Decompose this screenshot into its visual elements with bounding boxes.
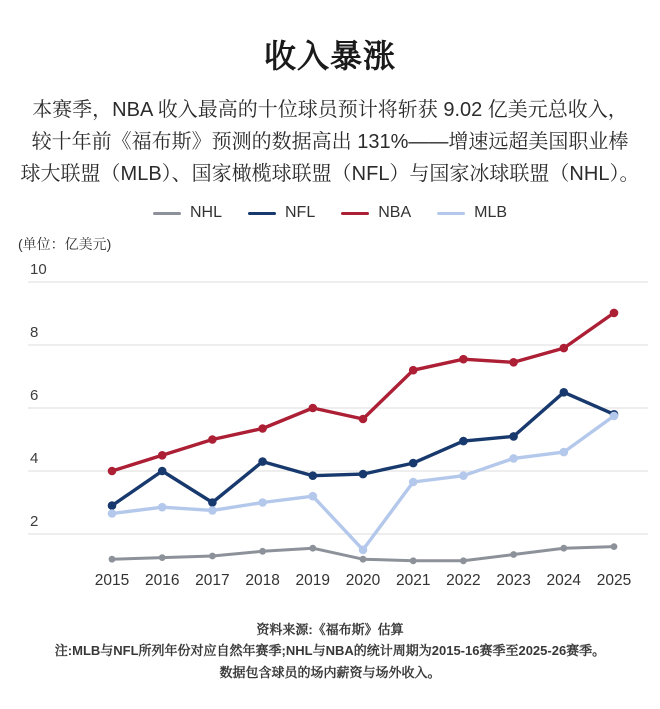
footnote-line-1: 注:MLB与NFL所列年份对应自然年赛季;NHL与NBA的统计周期为2015-16赛季至2025-26赛季。 <box>54 643 606 658</box>
x-tick-2022: 2022 <box>446 572 481 589</box>
line-series-nba <box>112 313 614 471</box>
legend-item-nhl <box>153 204 222 222</box>
x-tick-2023: 2023 <box>496 572 531 589</box>
point-nfl-2015 <box>108 501 117 510</box>
point-mlb-2023 <box>509 454 518 463</box>
point-nba-2025 <box>610 309 619 318</box>
point-mlb-2018 <box>258 498 267 507</box>
x-tick-2025: 2025 <box>596 572 632 589</box>
point-nhl-2025 <box>611 543 618 550</box>
point-mlb-2021 <box>409 478 418 487</box>
point-nba-2018 <box>258 424 267 433</box>
point-nfl-2024 <box>560 388 569 397</box>
point-nba-2022 <box>459 355 468 364</box>
legend-item-nba <box>341 204 411 222</box>
y-tick-2: 2 <box>30 513 39 530</box>
point-nba-2017 <box>208 435 217 444</box>
x-tick-2018: 2018 <box>245 572 280 589</box>
point-nfl-2018 <box>258 457 267 466</box>
point-nhl-2015 <box>109 556 116 563</box>
legend-label-nhl: NHL <box>189 204 222 221</box>
point-nba-2016 <box>158 451 167 460</box>
point-nba-2021 <box>409 366 418 375</box>
x-tick-2020: 2020 <box>345 572 381 589</box>
point-nhl-2023 <box>510 551 517 558</box>
point-nhl-2016 <box>159 554 166 561</box>
legend-swatch-mlb <box>437 212 465 215</box>
point-nba-2023 <box>509 358 518 367</box>
point-mlb-2017 <box>208 506 217 515</box>
point-nhl-2022 <box>460 557 467 564</box>
y-tick-10: 10 <box>30 261 47 278</box>
point-mlb-2024 <box>560 448 569 457</box>
footer <box>0 620 660 684</box>
x-tick-2016: 2016 <box>144 572 180 589</box>
point-nfl-2022 <box>459 437 468 446</box>
point-mlb-2025 <box>610 412 619 421</box>
chart-legend <box>0 204 660 222</box>
legend-label-mlb: MLB <box>474 204 508 221</box>
point-nfl-2021 <box>409 459 418 468</box>
intro-paragraph <box>0 94 660 190</box>
intro-line-1: 本赛季，NBA 收入最高的十位球员预计将斩获 9.02 亿美元总收入， <box>32 99 628 121</box>
revenue-line-chart <box>0 254 660 598</box>
point-nfl-2020 <box>359 470 368 479</box>
point-nhl-2018 <box>259 548 266 555</box>
source-note: 资料来源:《福布斯》估算 <box>256 622 404 637</box>
x-tick-2017: 2017 <box>195 572 230 589</box>
intro-line-2: 较十年前《福布斯》预测的数据高出 131%——增速远超美国职业棒 <box>31 131 629 153</box>
point-nfl-2023 <box>509 432 518 441</box>
legend-swatch-nba <box>341 212 369 215</box>
point-mlb-2015 <box>108 509 117 518</box>
point-nfl-2019 <box>309 471 318 480</box>
point-mlb-2019 <box>309 492 318 501</box>
chart-title: 收入暴涨 <box>263 38 396 74</box>
point-nhl-2019 <box>309 545 316 552</box>
legend-label-nfl: NFL <box>284 204 316 221</box>
point-mlb-2020 <box>359 546 368 555</box>
intro-line-3: 球大联盟（MLB）、国家橄榄球联盟（NFL）与国家冰球联盟（NHL）。 <box>20 163 640 185</box>
x-tick-2015: 2015 <box>94 572 130 589</box>
unit-label: (单位：亿美元) <box>18 236 112 252</box>
y-tick-8: 8 <box>30 324 39 341</box>
point-nba-2020 <box>359 415 368 424</box>
legend-swatch-nfl <box>248 212 276 215</box>
point-mlb-2022 <box>459 471 468 480</box>
x-tick-2019: 2019 <box>295 572 331 589</box>
legend-swatch-nhl <box>153 212 181 215</box>
footnote-line-2: 数据包含球员的场内薪资与场外收入。 <box>219 665 441 680</box>
x-tick-2021: 2021 <box>395 572 431 589</box>
legend-item-mlb <box>437 204 507 222</box>
point-nfl-2017 <box>208 498 217 507</box>
point-nba-2019 <box>309 404 318 413</box>
y-tick-4: 4 <box>30 450 39 467</box>
point-mlb-2016 <box>158 503 167 512</box>
point-nhl-2017 <box>209 553 216 560</box>
legend-label-nba: NBA <box>378 204 412 221</box>
y-tick-6: 6 <box>30 387 39 404</box>
point-nhl-2024 <box>560 545 567 552</box>
point-nfl-2016 <box>158 467 167 476</box>
point-nhl-2020 <box>360 556 367 563</box>
x-tick-2024: 2024 <box>546 572 582 589</box>
legend-item-nfl <box>248 204 315 222</box>
point-nhl-2021 <box>410 557 417 564</box>
point-nba-2024 <box>560 344 569 353</box>
point-nba-2015 <box>108 467 117 476</box>
line-series-mlb <box>112 416 614 550</box>
